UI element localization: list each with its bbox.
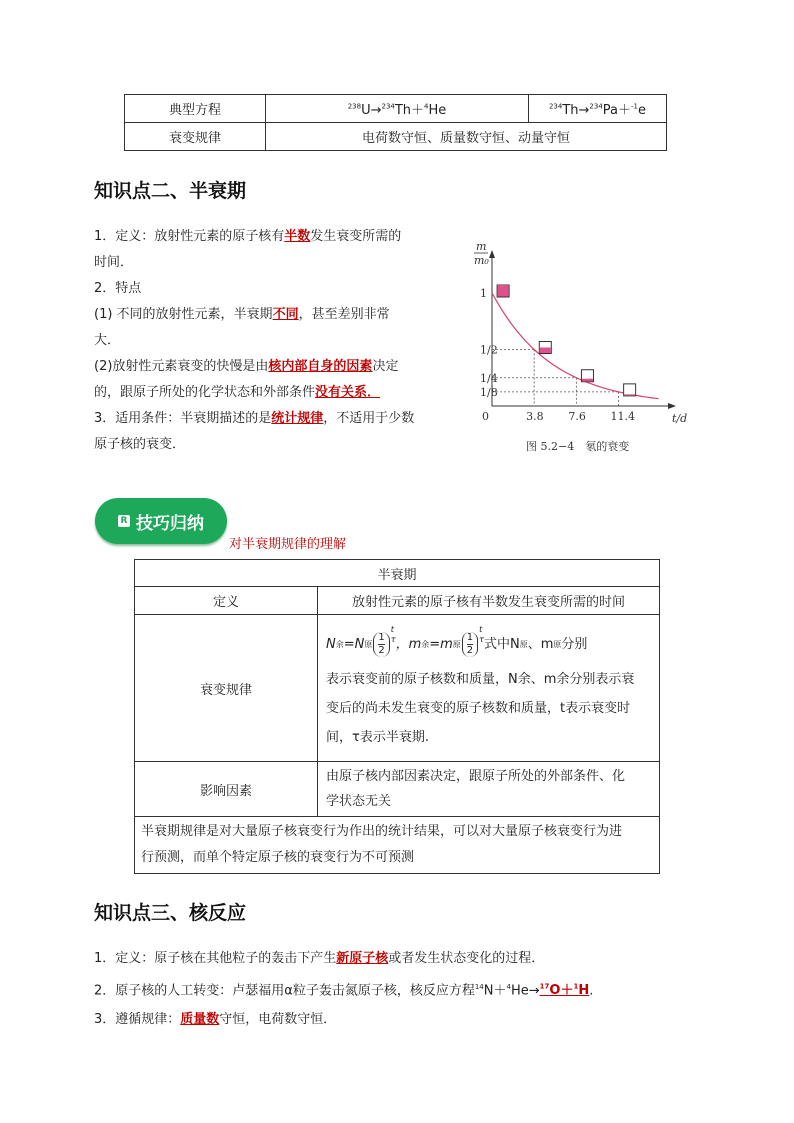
factor-content (318, 762, 660, 817)
law-line2: 表示衰变前的原子核数和质量，N余、m余分别表示衰 (326, 671, 635, 687)
law-line4: 间，τ表示半衰期. (326, 729, 429, 745)
feature-2-line2: 的，跟原子所处的化学状态和外部条件没有关系． (94, 385, 381, 400)
y-tick-label: 1/4 (480, 371, 498, 385)
x-tick-label: 11.4 (610, 410, 636, 423)
beta-equation: $^{234}$Th→$^{234}$Pa＋$^{-1}$e (529, 95, 667, 123)
formula-paren-1: 1 2 (373, 632, 389, 657)
note-line2: 行预测，而单个特定原子核的衰变行为不可预测 (141, 850, 415, 865)
sample-box (624, 384, 636, 396)
origin-label: 0 (482, 410, 489, 423)
x-tick-label: 3.8 (526, 410, 544, 423)
chart-markers (497, 285, 636, 396)
factor-line1: 由原子核内部因素决定，跟原子所处的外部条件、化 (326, 769, 626, 784)
decay-law-value: 电荷数守恒、质量数守恒、动量守恒 (266, 123, 667, 151)
half-life-header: 半衰期 (135, 560, 660, 587)
remaining-mass-fill (582, 379, 593, 382)
y-tick-label: 1/8 (480, 385, 498, 399)
feature-1: (1) 不同的放射性元素，半衰期不同，甚至差别非常 (94, 307, 390, 322)
radon-decay-chart (466, 236, 698, 462)
y-tick-label: 1 (480, 287, 487, 300)
remaining-mass-fill (624, 394, 635, 395)
x-axis-arrow (668, 403, 676, 409)
decay-curve (492, 293, 659, 399)
section3-body (94, 944, 734, 1034)
row-label-decay-law: 衰变规律 (125, 123, 266, 151)
formula-line: N 余 =N 原 1 2 t τ ，m 余 =m 原 1 2 t τ 式中N 原 、m 原 分别 (326, 624, 588, 656)
decay-law-content (318, 615, 660, 762)
figure-caption: 图 5.2−4 氡的衰变 (526, 440, 630, 453)
skill-badge-label: 技巧归纳 (136, 513, 204, 534)
note-line1: 半衰期规律是对大量原子核衰变行为作出的统计结果，可以对大量原子核衰变行为进 (141, 824, 623, 839)
artificial-transmutation: 2．原子核的人工转变：卢瑟福用α粒子轰击氮原子核，核反应方程$^{14}$N＋$^4$He→$^{17}$O＋$^1$H. (94, 983, 594, 999)
half-life-table (134, 559, 660, 874)
section3-title: 知识点三、核反应 (94, 902, 247, 924)
definition-value: 放射性元素的原子核有半数发生衰变所需的时间 (318, 587, 660, 615)
reaction-definition: 1．定义：原子核在其他粒子的轰击下产生新原子核或者发生状态变化的过程． (94, 951, 545, 966)
feature-1-line2: 大． (94, 333, 121, 348)
remaining-mass-fill (498, 285, 509, 297)
decay-law-label: 衰变规律 (135, 615, 318, 762)
y-tick-label: 1/2 (480, 343, 498, 357)
y-axis-label-bottom: m₀ (474, 254, 489, 267)
applicability-line2: 原子核的衰变． (94, 437, 186, 452)
chart-ticks (480, 287, 635, 423)
feature-2: (2)放射性元素衰变的快慢是由核内部自身的因素决定 (94, 359, 399, 374)
law-line3: 变后的尚未发生衰变的原子核数和质量，t表示衰变时 (326, 700, 631, 716)
factor-line2: 学状态无关 (326, 794, 392, 809)
alpha-equation: $^{238}$U→$^{234}$Th＋$^4$He (266, 95, 529, 123)
conservation-rule: 3．遵循规律：质量数守恒，电荷数守恒． (94, 1012, 337, 1028)
features-heading: 2．特点 (94, 281, 142, 296)
remaining-mass-fill (540, 348, 551, 354)
decay-table (124, 94, 667, 151)
definition-line: 1．定义：放射性元素的原子核有半数发生衰变所需的 (94, 229, 402, 244)
section2-body (94, 224, 444, 458)
y-axis-label-top: m (476, 240, 487, 253)
skill-subtitle: 对半衰期规律的理解 (229, 537, 347, 552)
row-label-typical-equation: 典型方程 (125, 95, 266, 123)
definition-line2: 时间． (94, 255, 134, 270)
definition-label: 定义 (135, 587, 318, 615)
section2-title: 知识点二、半衰期 (94, 180, 247, 202)
factor-label: 影响因素 (135, 762, 318, 817)
half-life-note (135, 817, 660, 874)
badge-icon: R (118, 515, 130, 527)
skill-badge (95, 498, 227, 544)
applicability: 3．适用条件：半衰期描述的是统计规律，不适用于少数 (94, 411, 415, 426)
x-tick-label: 7.6 (568, 410, 586, 423)
y-axis-arrow (489, 250, 495, 258)
formula-paren-2: 1 2 (462, 632, 478, 657)
x-axis-label: t/d (672, 412, 688, 425)
